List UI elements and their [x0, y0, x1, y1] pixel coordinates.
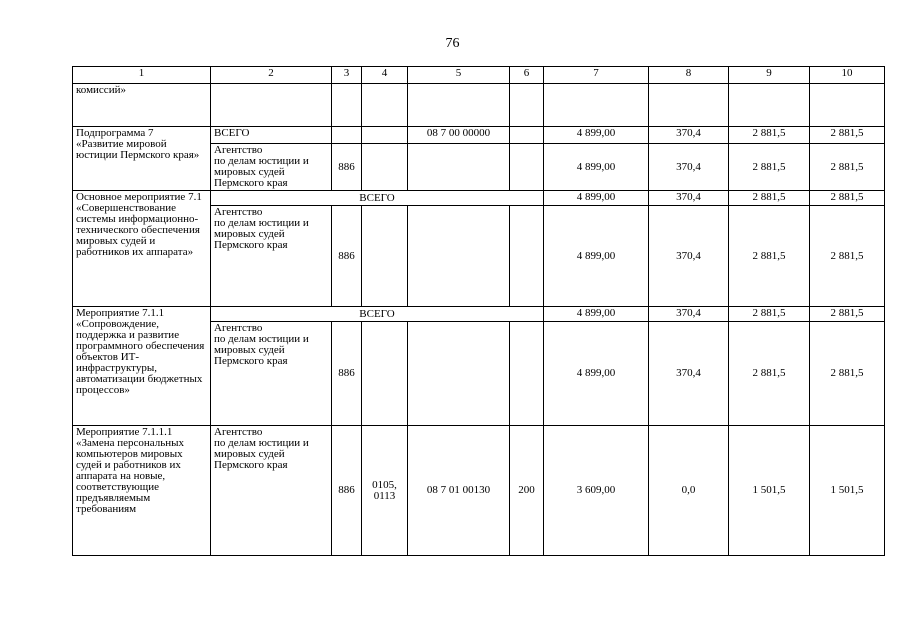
header-col-1: 1	[73, 67, 211, 84]
empty-cell	[408, 144, 510, 191]
header-col-4: 4	[362, 67, 408, 84]
value-col-9: 2 881,5	[729, 307, 810, 322]
value-col-8: 370,4	[649, 322, 729, 426]
value-col-7: 4 899,00	[544, 144, 649, 191]
empty-cell	[510, 127, 544, 144]
value-col-8: 370,4	[649, 127, 729, 144]
value-col-10: 2 881,5	[810, 322, 885, 426]
agency-cell: Агентство по делам юстиции и мировых судей Пермского края	[211, 206, 332, 307]
agency-cell: Агентство по делам юстиции и мировых судей Пермского края	[211, 144, 332, 191]
value-col-7: 4 899,00	[544, 307, 649, 322]
value-col-10: 2 881,5	[810, 127, 885, 144]
row-name-cell: Основное мероприятие 7.1 «Совершенствование системы информационно-технического обеспечения мировых судей и работников их аппарата»	[73, 191, 211, 307]
empty-cell	[362, 84, 408, 127]
empty-cell	[408, 206, 510, 307]
grbs-code: 886	[332, 426, 362, 556]
value-col-10: 2 881,5	[810, 191, 885, 206]
empty-cell	[362, 127, 408, 144]
value-col-10: 2 881,5	[810, 206, 885, 307]
header-col-8: 8	[649, 67, 729, 84]
target-code: 08 7 00 00000	[408, 127, 510, 144]
header-row	[73, 67, 885, 84]
value-col-7: 4 899,00	[544, 206, 649, 307]
total-label: ВСЕГО	[211, 127, 332, 144]
empty-cell	[362, 144, 408, 191]
empty-cell	[810, 84, 885, 127]
value-col-9: 1 501,5	[729, 426, 810, 556]
agency-cell: Агентство по делам юстиции и мировых судей Пермского края	[211, 322, 332, 426]
empty-cell	[729, 84, 810, 127]
empty-cell	[510, 84, 544, 127]
empty-cell	[362, 322, 408, 426]
row-name-cell: Подпрограмма 7 «Развитие мировой юстиции Пермского края»	[73, 127, 211, 191]
table-row	[73, 307, 885, 322]
value-col-9: 2 881,5	[729, 144, 810, 191]
row-name-cell: Мероприятие 7.1.1 «Сопровождение, поддержка и развитие программного обеспечения объектов ИТ-инфраструктуры, автоматизации бюджетных процессов»	[73, 307, 211, 426]
empty-cell	[649, 84, 729, 127]
empty-cell	[408, 84, 510, 127]
value-col-9: 2 881,5	[729, 127, 810, 144]
row-name-cell: Мероприятие 7.1.1.1 «Замена персональных компьютеров мировых судей и работников их аппарата на новые, соответствующие предъявляемым требованиям	[73, 426, 211, 556]
empty-cell	[362, 206, 408, 307]
value-col-9: 2 881,5	[729, 206, 810, 307]
value-col-7: 4 899,00	[544, 127, 649, 144]
value-col-8: 370,4	[649, 144, 729, 191]
expense-type-code: 200	[510, 426, 544, 556]
empty-cell	[510, 206, 544, 307]
total-label: ВСЕГО	[211, 191, 544, 206]
agency-cell: Агентство по делам юстиции и мировых судей Пермского края	[211, 426, 332, 556]
value-col-9: 2 881,5	[729, 322, 810, 426]
header-col-7: 7	[544, 67, 649, 84]
empty-cell	[510, 144, 544, 191]
grbs-code: 886	[332, 322, 362, 426]
header-col-2: 2	[211, 67, 332, 84]
value-col-7: 4 899,00	[544, 191, 649, 206]
value-col-9: 2 881,5	[729, 191, 810, 206]
header-col-5: 5	[408, 67, 510, 84]
row-name-cell: комиссий»	[73, 84, 211, 127]
empty-cell	[510, 322, 544, 426]
total-label: ВСЕГО	[211, 307, 544, 322]
header-col-9: 9	[729, 67, 810, 84]
value-col-8: 0,0	[649, 426, 729, 556]
page-number: 76	[445, 36, 460, 51]
empty-cell	[211, 84, 332, 127]
table-row	[73, 426, 885, 556]
empty-cell	[332, 127, 362, 144]
empty-cell	[332, 84, 362, 127]
budget-table	[72, 66, 885, 556]
header-col-3: 3	[332, 67, 362, 84]
table-row	[73, 191, 885, 206]
empty-cell	[544, 84, 649, 127]
grbs-code: 886	[332, 144, 362, 191]
value-col-10: 2 881,5	[810, 307, 885, 322]
table-row	[73, 84, 885, 127]
value-col-8: 370,4	[649, 191, 729, 206]
value-col-8: 370,4	[649, 307, 729, 322]
header-col-6: 6	[510, 67, 544, 84]
value-col-8: 370,4	[649, 206, 729, 307]
target-code: 08 7 01 00130	[408, 426, 510, 556]
value-col-7: 3 609,00	[544, 426, 649, 556]
table-row	[73, 127, 885, 144]
value-col-7: 4 899,00	[544, 322, 649, 426]
section-code: 0105, 0113	[362, 426, 408, 556]
value-col-10: 1 501,5	[810, 426, 885, 556]
header-col-10: 10	[810, 67, 885, 84]
empty-cell	[408, 322, 510, 426]
value-col-10: 2 881,5	[810, 144, 885, 191]
grbs-code: 886	[332, 206, 362, 307]
